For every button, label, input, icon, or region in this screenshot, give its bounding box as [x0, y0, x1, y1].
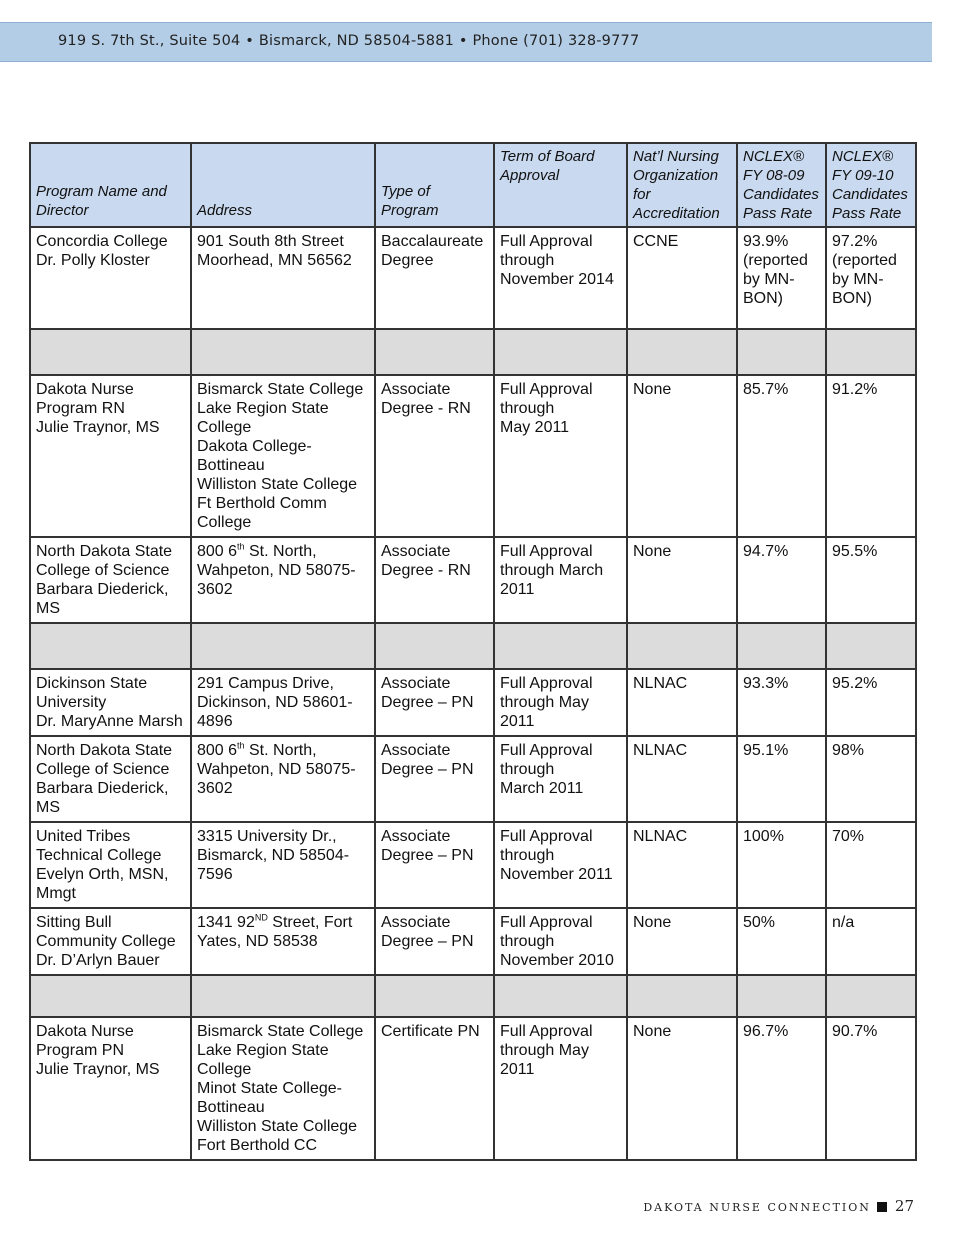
col-header-accreditation: Nat’l Nursing Organization for Accreditation — [627, 143, 737, 227]
cell-address — [191, 537, 375, 623]
cell-term: Full Approval through March 2011 — [494, 537, 627, 623]
cell-fy0809: 93.3% — [737, 669, 826, 736]
cell-type: Associate Degree – PN — [375, 822, 494, 908]
programs-table — [29, 142, 917, 1161]
cell-accreditation: None — [627, 1017, 737, 1160]
col-header-program: Program Name and Director — [30, 143, 191, 227]
cell-accreditation: NLNAC — [627, 822, 737, 908]
cell-accreditation: None — [627, 908, 737, 975]
col-header-term: Term of Board Approval — [494, 143, 627, 227]
address-number: 1341 92 — [197, 914, 255, 931]
cell-term: Full Approval through November 2014 — [494, 227, 627, 329]
cell-fy0910: 97.2% (reported by MN-BON) — [826, 227, 916, 329]
cell-fy0910: 95.2% — [826, 669, 916, 736]
cell-type: Certificate PN — [375, 1017, 494, 1160]
cell-program: North Dakota State College of Science Barbara Diederick, MS — [30, 537, 191, 623]
header-address: 919 S. 7th St., Suite 504 • Bismarck, ND 58504-5881 • Phone (701) 328-9777 — [58, 33, 640, 49]
cell-address: 291 Campus Drive, Dickinson, ND 58601-4896 — [191, 669, 375, 736]
address-number: 800 6 — [197, 742, 238, 759]
table-row — [30, 822, 916, 908]
cell-program: United Tribes Technical College Evelyn Orth, MSN, Mmgt — [30, 822, 191, 908]
table-row — [30, 1017, 916, 1160]
cell-type: Associate Degree - RN — [375, 537, 494, 623]
cell-term: Full Approval through November 2010 — [494, 908, 627, 975]
col-header-fy0910: NCLEX® FY 09-10 Candidates Pass Rate — [826, 143, 916, 227]
cell-program: North Dakota State College of Science Barbara Diederick, MS — [30, 736, 191, 822]
cell-accreditation: NLNAC — [627, 669, 737, 736]
cell-address — [191, 736, 375, 822]
table-row — [30, 375, 916, 537]
cell-program: Dakota Nurse Program PN Julie Traynor, MS — [30, 1017, 191, 1160]
square-bullet-icon — [877, 1202, 887, 1212]
cell-fy0809: 93.9% (reported by MN-BON) — [737, 227, 826, 329]
cell-term: Full Approval through November 2011 — [494, 822, 627, 908]
col-header-fy0809: NCLEX® FY 08-09 Candidates Pass Rate — [737, 143, 826, 227]
cell-fy0809: 100% — [737, 822, 826, 908]
cell-type: Associate Degree – PN — [375, 669, 494, 736]
section-divider-row — [30, 623, 916, 669]
table-row — [30, 736, 916, 822]
ordinal-suffix: th — [237, 740, 245, 751]
cell-address: Bismarck State College Lake Region State College Dakota College-Bottineau Williston State College Ft Berthold Comm College — [191, 375, 375, 537]
cell-type: Associate Degree – PN — [375, 908, 494, 975]
cell-address — [191, 908, 375, 975]
cell-term: Full Approval through May 2011 — [494, 1017, 627, 1160]
cell-address: 901 South 8th Street Moorhead, MN 56562 — [191, 227, 375, 329]
cell-fy0809: 95.1% — [737, 736, 826, 822]
table-row — [30, 227, 916, 329]
cell-fy0809: 96.7% — [737, 1017, 826, 1160]
cell-fy0910: 95.5% — [826, 537, 916, 623]
address-rest: St. North, Wahpeton, ND 58075-3602 — [197, 742, 356, 797]
table-row — [30, 908, 916, 975]
cell-address: 3315 University Dr., Bismarck, ND 58504-7596 — [191, 822, 375, 908]
cell-fy0910: n/a — [826, 908, 916, 975]
section-divider-row — [30, 975, 916, 1017]
col-header-address: Address — [191, 143, 375, 227]
cell-type: Associate Degree - RN — [375, 375, 494, 537]
publication-name: DAKOTA NURSE CONNECTION — [643, 1201, 871, 1214]
table-row — [30, 669, 916, 736]
cell-type: Baccalaureate Degree — [375, 227, 494, 329]
address-rest: Street, Fort Yates, ND 58538 — [197, 914, 353, 950]
table-row — [30, 537, 916, 623]
table-header-row — [30, 143, 916, 227]
ordinal-suffix: th — [237, 541, 245, 552]
cell-fy0809: 50% — [737, 908, 826, 975]
cell-term: Full Approval through March 2011 — [494, 736, 627, 822]
cell-fy0910: 70% — [826, 822, 916, 908]
col-header-type: Type of Program — [375, 143, 494, 227]
cell-fy0910: 90.7% — [826, 1017, 916, 1160]
section-divider-row — [30, 329, 916, 375]
cell-program: Dakota Nurse Program RN Julie Traynor, MS — [30, 375, 191, 537]
cell-program: Sitting Bull Community College Dr. D’Arlyn Bauer — [30, 908, 191, 975]
address-rest: St. North, Wahpeton, ND 58075-3602 — [197, 543, 356, 598]
header-band — [0, 22, 932, 62]
cell-address: Bismarck State College Lake Region State College Minot State College-Bottineau Williston State College Fort Berthold CC — [191, 1017, 375, 1160]
ordinal-suffix: ND — [254, 912, 268, 923]
cell-fy0809: 85.7% — [737, 375, 826, 537]
cell-accreditation: None — [627, 375, 737, 537]
cell-fy0809: 94.7% — [737, 537, 826, 623]
cell-type: Associate Degree – PN — [375, 736, 494, 822]
cell-accreditation: NLNAC — [627, 736, 737, 822]
cell-term: Full Approval through May 2011 — [494, 669, 627, 736]
cell-accreditation: None — [627, 537, 737, 623]
cell-program: Concordia College Dr. Polly Kloster — [30, 227, 191, 329]
cell-fy0910: 91.2% — [826, 375, 916, 537]
page-number: 27 — [894, 1197, 914, 1215]
cell-accreditation: CCNE — [627, 227, 737, 329]
cell-fy0910: 98% — [826, 736, 916, 822]
page-footer — [643, 1197, 914, 1215]
cell-term: Full Approval through May 2011 — [494, 375, 627, 537]
address-number: 800 6 — [197, 543, 238, 560]
cell-program: Dickinson State University Dr. MaryAnne Marsh — [30, 669, 191, 736]
